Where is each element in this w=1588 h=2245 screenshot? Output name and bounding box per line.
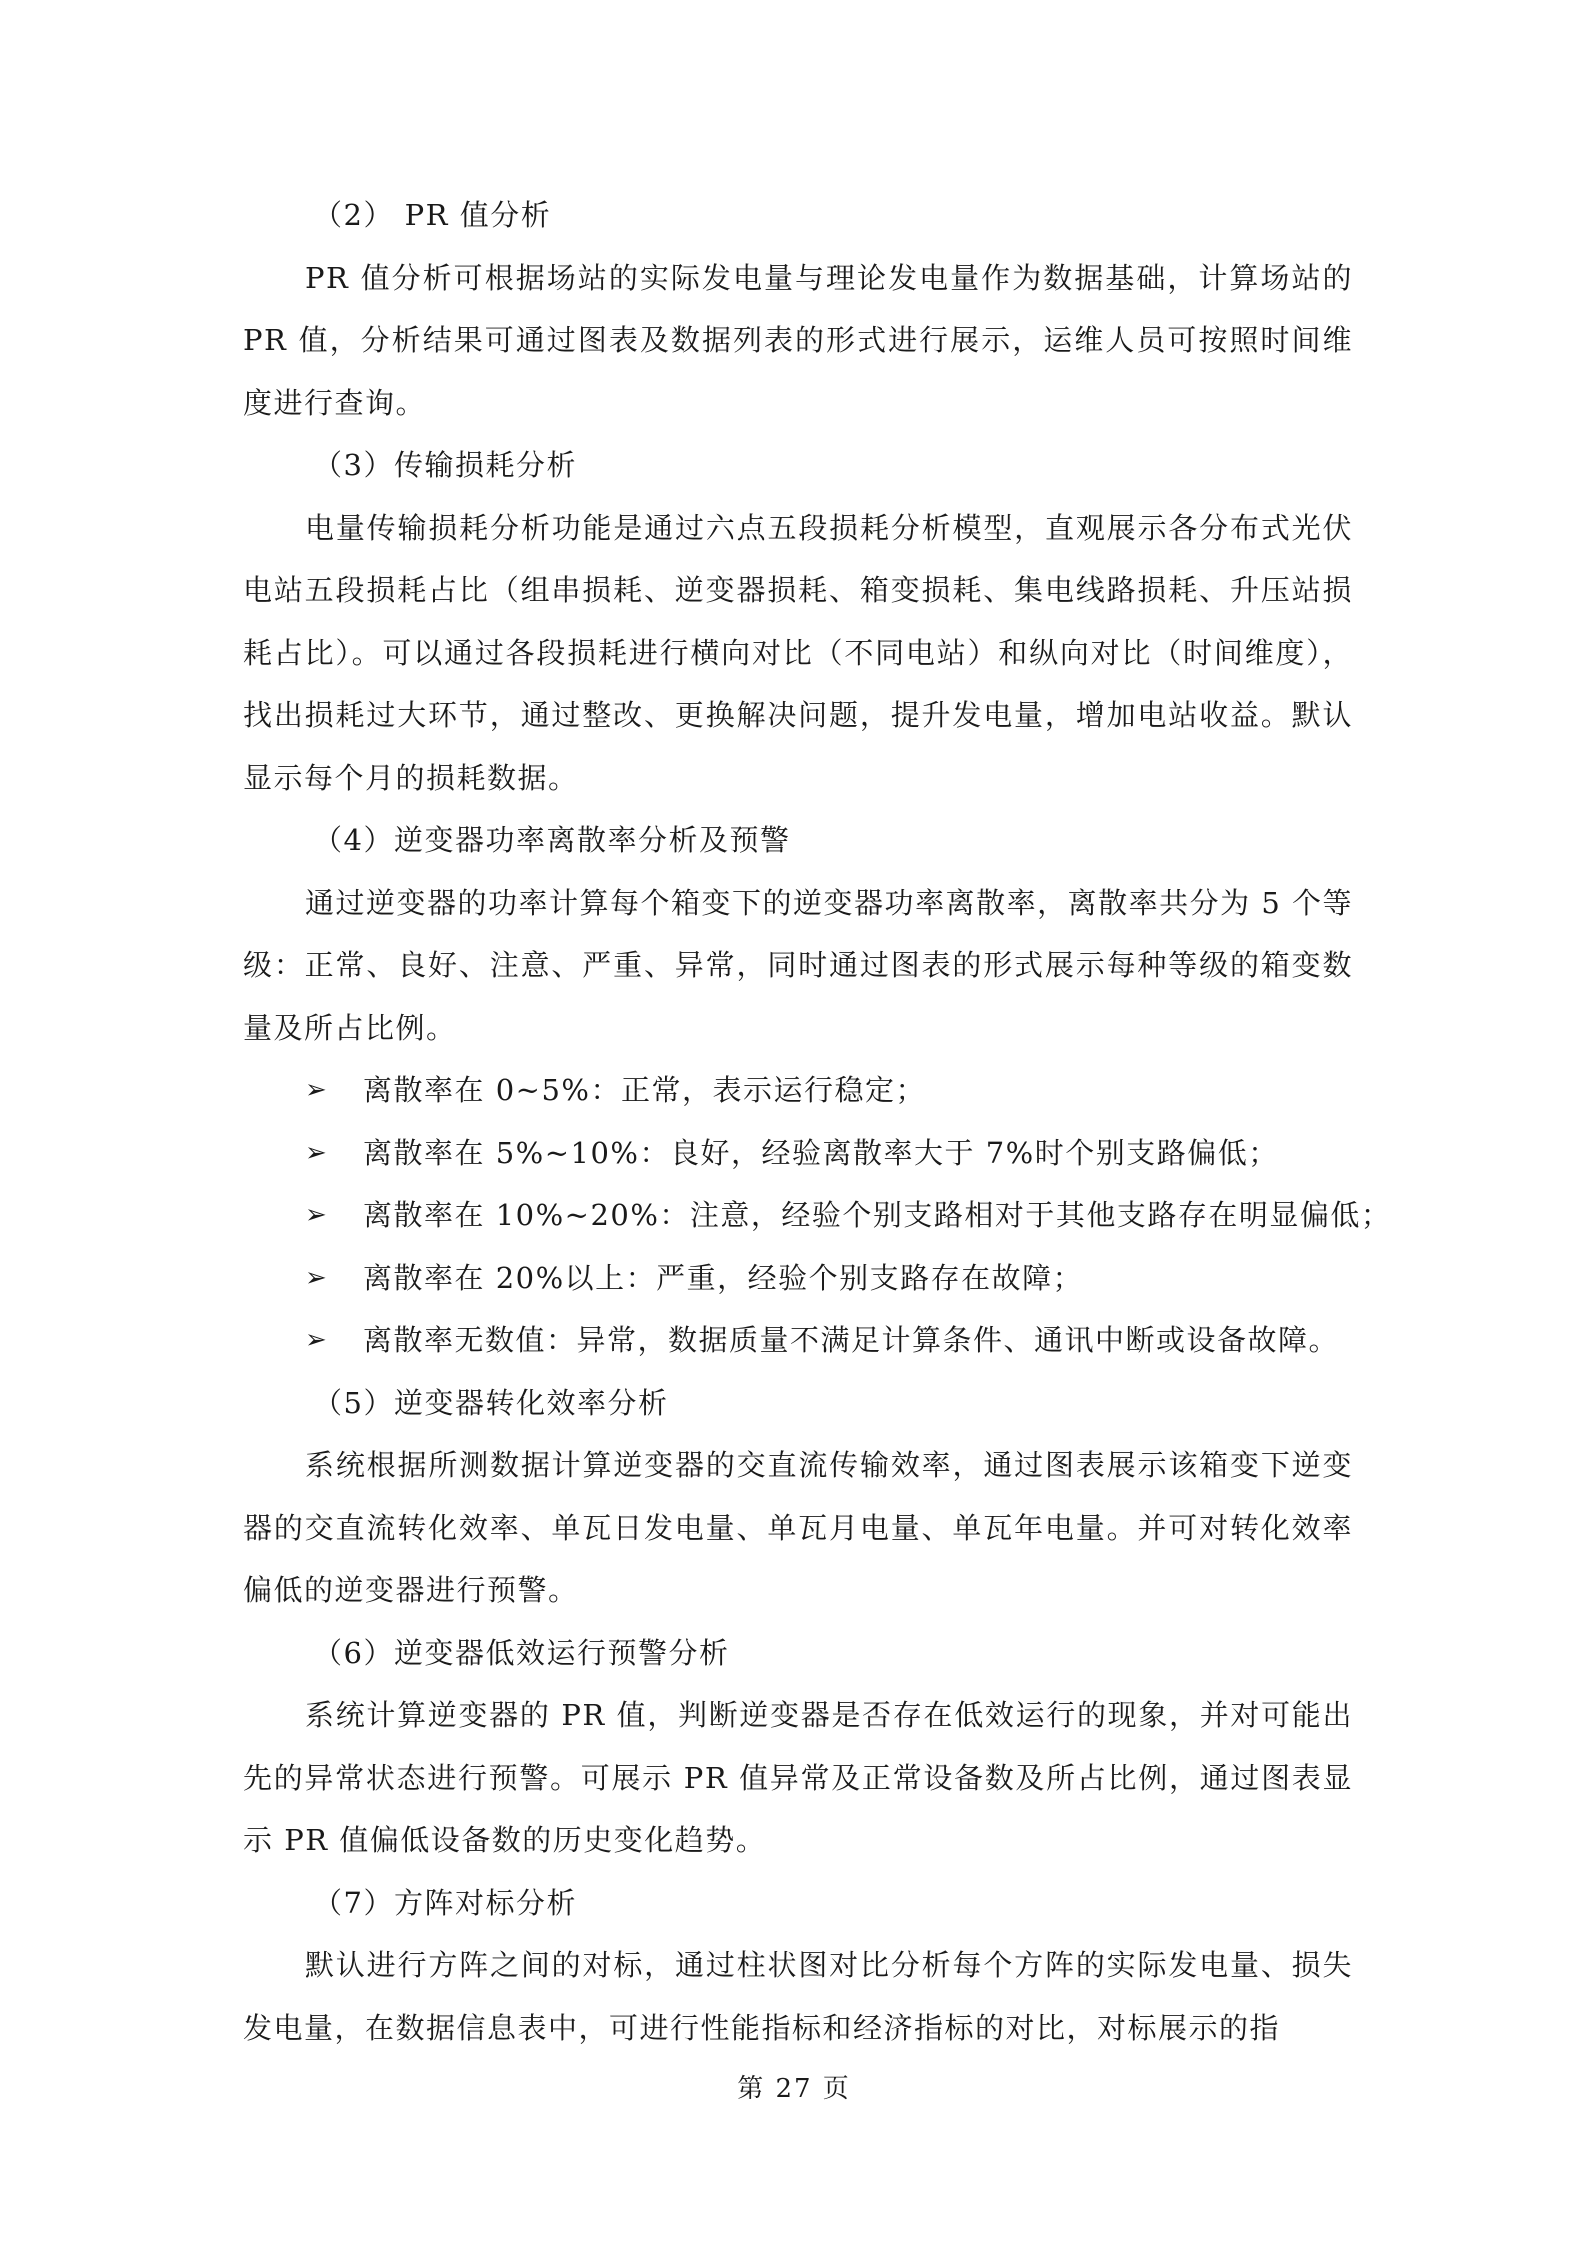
section-heading-inverter-dispersion: （4）逆变器功率离散率分析及预警 xyxy=(313,823,791,857)
paragraph-array-benchmark: 默认进行方阵之间的对标，通过柱状图对比分析每个方阵的实际发电量、损失发电量，在数据信息表中，可进行性能指标和经济指标的对比，对标展示的指 xyxy=(243,1948,1353,2045)
dispersion-level-list xyxy=(243,1059,1392,1372)
list-item-text: 离散率在 0~5%：正常，表示运行稳定； xyxy=(363,1073,926,1107)
section-heading-low-efficiency-warning: （6）逆变器低效运行预警分析 xyxy=(313,1635,730,1670)
section-heading-transmission-loss: （3）传输损耗分析 xyxy=(313,448,577,482)
arrow-bullet-icon: ➢ xyxy=(305,1325,329,1355)
section-heading-array-benchmark: （7）方阵对标分析 xyxy=(313,1885,577,1920)
list-item-text: 离散率无数值：异常，数据质量不满足计算条件、通讯中断或设备故障。 xyxy=(363,1323,1340,1357)
paragraph-inverter-dispersion: 通过逆变器的功率计算每个箱变下的逆变器功率离散率，离散率共分为 5 个等级：正常、良好、注意、严重、异常，同时通过图表的形式展示每种等级的箱变数量及所占比例。 xyxy=(243,885,1353,1045)
arrow-bullet-icon: ➢ xyxy=(305,1200,329,1230)
document-body xyxy=(243,184,1392,2059)
page-number: 第 27 页 xyxy=(737,2074,851,2104)
list-item-text: 离散率在 5%~10%：良好，经验离散率大于 7%时个别支路偏低； xyxy=(363,1135,1279,1170)
paragraph-inverter-efficiency: 系统根据所测数据计算逆变器的交直流传输效率，通过图表展示该箱变下逆变器的交直流转化效率、单瓦日发电量、单瓦月电量、单瓦年电量。并可对转化效率偏低的逆变器进行预警。 xyxy=(243,1448,1353,1607)
list-item xyxy=(243,1309,1353,1372)
list-item-text: 离散率在 10%~20%：注意，经验个别支路相对于其他支路存在明显偏低； xyxy=(363,1198,1392,1232)
list-item xyxy=(243,1184,1392,1247)
arrow-bullet-icon: ➢ xyxy=(305,1137,329,1168)
arrow-bullet-icon: ➢ xyxy=(305,1262,329,1293)
arrow-bullet-icon: ➢ xyxy=(305,1075,329,1105)
paragraph-transmission-loss: 电量传输损耗分析功能是通过六点五段损耗分析模型，直观展示各分布式光伏电站五段损耗占比（组串损耗、逆变器损耗、箱变损耗、集电线路损耗、升压站损耗占比）。可以通过各段损耗进行横向对比（不同电站）和纵向对比（时间维度），找出损耗过大环节，通过整改、更换解决问题，提升发电量，增加电站收益。默认显示每个月的损耗数据。 xyxy=(243,510,1353,795)
section-heading-inverter-efficiency: （5）逆变器转化效率分析 xyxy=(313,1385,669,1420)
section-heading-pr-analysis: （2） PR 值分析 xyxy=(313,198,552,232)
paragraph-pr-analysis: PR 值分析可根据场站的实际发电量与理论发电量作为数据基础，计算场站的 PR 值，分析结果可通过图表及数据列表的形式进行展示，运维人员可按照时间维度进行查询。 xyxy=(243,260,1353,420)
list-item xyxy=(243,1247,1353,1310)
list-item xyxy=(243,1059,1353,1122)
list-item-text: 离散率在 20%以上：严重，经验个别支路存在故障； xyxy=(363,1260,1084,1295)
list-item xyxy=(243,1122,1353,1185)
paragraph-low-efficiency-warning: 系统计算逆变器的 PR 值，判断逆变器是否存在低效运行的现象，并对可能出先的异常状态进行预警。可展示 PR 值异常及正常设备数及所占比例，通过图表显示 PR 值偏低设备数的历史变化趋势。 xyxy=(243,1698,1353,1857)
